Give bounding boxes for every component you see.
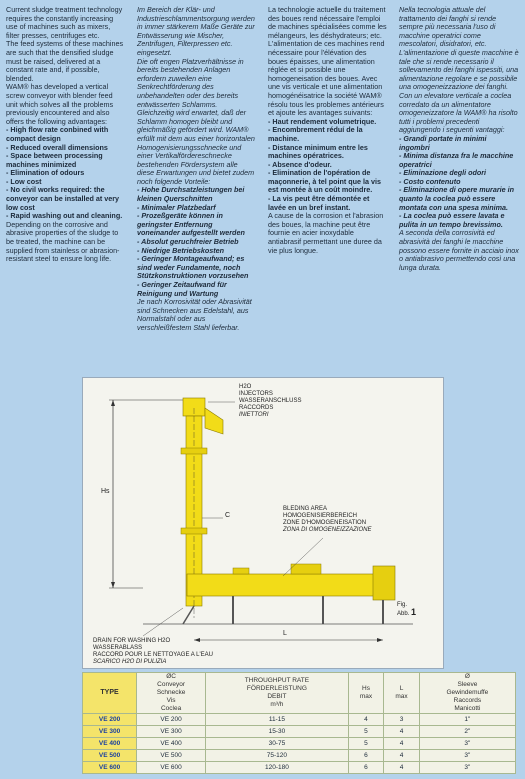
- list-item: - Space between processing machines minimized: [6, 151, 103, 169]
- column-header-throughput: THROUGHPUT RATE FÖRDERLEISTUNG DEBIT m³/h: [206, 673, 349, 714]
- drain-label: DRAIN FOR WASHING H2O WASSERABLASS RACCORD POUR LE NETTOYAGE A L'EAU SCARICO H2O DI PULIZIA: [93, 638, 213, 665]
- cell-conveyor: VE 300: [137, 726, 206, 738]
- vertical-screw-conveyor-illustration: [83, 378, 443, 668]
- cell-conveyor: VE 500: [137, 750, 206, 762]
- table-row: [83, 750, 516, 762]
- list-item: - Grandi portate in minimi ingombri: [399, 133, 487, 152]
- en-advantages-list: [6, 126, 124, 221]
- cell-hs: 4: [348, 714, 384, 726]
- de-paragraph: Im Bereich der Klär- und Industrieschlammentsorgung werden in immer stärkerem Maße Geräte zur Entwässerung wie Mischer, Zentrifugen, Filterpressen etc. eingesetzt.: [137, 5, 255, 57]
- fr-paragraph: L'alimentation de ces machines rend nécessaire pour l'élévation des boues épaisses, une alimentation réglée et si possible une homogeneisation des boues. Avec une vis verticale et une alimentation homogénéisatrice la société WAM® résolu tous les problemes antérieurs et ajoute les avantages suivants:: [268, 39, 385, 118]
- en-paragraph: Depending on the corrosive and abrasive properties of the sludge to be treated, the machine can be supplied from stainless or abrasion-resistant steel to ensure long life.: [6, 219, 120, 264]
- figure-label: Fig. Abb. 1: [397, 602, 417, 617]
- list-item: - Eliminazione di opere murarie in quanto la coclea può essere montata con una spesa minima.: [399, 185, 515, 212]
- fr-advantages-list: [268, 118, 388, 213]
- column-german: [137, 6, 255, 333]
- table-row: [83, 738, 516, 750]
- cell-sleeve: 3": [419, 750, 515, 762]
- list-item: - Niedrige Betriebskosten: [137, 245, 225, 255]
- cell-l: 4: [384, 738, 420, 750]
- cell-type: VE 300: [83, 726, 137, 738]
- list-item: - Hohe Durchsatzleistungen bei kleinen Querschnitten: [137, 185, 245, 204]
- cell-hs: 6: [348, 762, 384, 774]
- cell-type: VE 500: [83, 750, 137, 762]
- column-english: [6, 6, 124, 264]
- column-italian: [399, 6, 519, 272]
- fr-paragraph: A cause de la corrosion et l'abrasion des boues, la machine peut être fournie en acier inoxydable antiabrasif permettant une duree da vie plus longue.: [268, 211, 384, 255]
- table-row: [83, 726, 516, 738]
- cell-l: 3: [384, 714, 420, 726]
- cell-hs: 5: [348, 738, 384, 750]
- de-paragraph: Je nach Korrosivität oder Abrasivität sind Schnecken aus Edelstahl, aus Normalstahl oder aus verschleißfestem Stahl lieferbar.: [137, 297, 252, 332]
- bleding-area-label: BLEDING AREA HOMOGENISIERBEREICH ZONE D'HOMOGENEISATION ZONA DI OMOGENEIZZAZIONE: [283, 506, 372, 533]
- cell-throughput: 11-15: [206, 714, 349, 726]
- cell-hs: 5: [348, 726, 384, 738]
- specification-table: [82, 672, 516, 774]
- hs-dimension-label: Hs: [101, 488, 110, 495]
- cell-l: 4: [384, 762, 420, 774]
- list-item: - Geringer Zeitaufwand für Reinigung und Wartung: [137, 280, 227, 298]
- cell-throughput: 120-180: [206, 762, 349, 774]
- list-item: - Haut rendement volumetrique.: [268, 116, 377, 126]
- injectors-label: H2O INJECTORS WASSERANSCHLUSS RACCORDS INIETTORI: [239, 384, 302, 418]
- list-item: - Costo contenuto: [399, 176, 461, 186]
- cell-conveyor: VE 400: [137, 738, 206, 750]
- table-row: [83, 714, 516, 726]
- de-advantages-list: [137, 186, 255, 298]
- list-item: - Rapid washing out and cleaning.: [6, 211, 123, 221]
- list-item: - Elimination de l'opération de maçonnerie, à tel point que la vis est montée à un coût moindre.: [268, 168, 382, 195]
- table-header-row: [83, 673, 516, 714]
- cell-sleeve: 3": [419, 738, 515, 750]
- list-item: - La coclea può essere lavata e pulita in un tempo brevissimo.: [399, 211, 505, 229]
- list-item: - Reduced overall dimensions: [6, 142, 108, 152]
- cell-type: VE 400: [83, 738, 137, 750]
- cell-l: 4: [384, 750, 420, 762]
- en-paragraph: The feed systems of these machines are such that the densified sludge must be raised, delivered at a constant rate and, if possible, blended.: [6, 39, 124, 83]
- list-item: - Minimaler Platzbedarf: [137, 202, 216, 212]
- list-item: - High flow rate conbined with compact design: [6, 125, 109, 143]
- column-header-sleeve: Ø Sleeve Gewindemuffe Raccords Manicotti: [419, 673, 515, 714]
- it-paragraph: Con un elevatore verticale a coclea corredato da un alimentatore omogeneizzatore la WAM® ha risolto tutti i problemi precedenti aggiungendo i seguenti vantaggi:: [399, 90, 518, 135]
- column-header-conveyor: ØC Conveyor Schnecke Vis Coclea: [137, 673, 206, 714]
- column-header-l: L max: [384, 673, 420, 714]
- en-paragraph: WAM® has developed a vertical screw conveyor with blender feed unit which solves all the problems previously encountered and also offers the following advantages:: [6, 82, 114, 126]
- it-advantages-list: [399, 135, 519, 230]
- cell-throughput: 15-30: [206, 726, 349, 738]
- cell-type: VE 600: [83, 762, 137, 774]
- cell-conveyor: VE 200: [137, 714, 206, 726]
- machine-drawing: [82, 377, 444, 669]
- list-item: - La vis peut être démontée et lavée en un bref instant.: [268, 194, 370, 212]
- fr-paragraph: La technologie actuelle du traitement des boues rend nécessaire l'emploi de machines spécialisées comme les mélangeurs, les déshydrateurs; etc.: [268, 5, 387, 40]
- en-paragraph: Current sludge treatment technology requires the constantly increasing use of machines such as mixers, filter presses, centrifuges etc.: [6, 5, 123, 40]
- list-item: - Prozeßgeräte können in geringster Entfernung voneinander aufgestellt werden: [137, 211, 245, 238]
- column-french: [268, 6, 388, 255]
- it-paragraph: A seconda della corrosività ed abrasività dei fanghi le macchine possono essere fornite in acciaio inox o antiabrasivo permettendo così una lunga durata.: [399, 228, 519, 272]
- c-dimension-label: C: [225, 512, 231, 519]
- l-dimension-label: L: [283, 630, 287, 637]
- list-item: - Low cost: [6, 176, 42, 186]
- cell-conveyor: VE 600: [137, 762, 206, 774]
- cell-sleeve: 1": [419, 714, 515, 726]
- list-item: - Distance minimum entre les machines opératrices.: [268, 142, 368, 161]
- list-item: - Encombrement réduí de la machine.: [268, 125, 363, 143]
- list-item: - Elimination of odours: [6, 168, 85, 178]
- table-row: [83, 762, 516, 774]
- list-item: - Geringer Montageaufwand; es sind weder Fundamente, noch Stützkonstruktionen vorzusehen: [137, 254, 249, 281]
- list-item: - Absolut geruchfreier Betrieb: [137, 237, 239, 247]
- cell-throughput: 30-75: [206, 738, 349, 750]
- cell-sleeve: 2": [419, 726, 515, 738]
- column-header-hs: Hs max: [348, 673, 384, 714]
- cell-sleeve: 3": [419, 762, 515, 774]
- list-item: - Minima distanza fra le macchine operatrici: [399, 151, 514, 169]
- de-paragraph: Die oft engen Platzverhältnisse in bereits bestehenden Anlagen erfordern zuweilen eine Senkrechtförderung des unbehandelten oder des bereits entwässerten Schlamms.: [137, 56, 244, 109]
- cell-type: VE 200: [83, 714, 137, 726]
- column-header-type: TYPE: [83, 673, 137, 714]
- list-item: - Eliminazione degli odori: [399, 168, 487, 178]
- it-paragraph: Nella tecnologia attuale del trattamento dei fanghi si rende sempre più necessaria l'uso di macchine operatrici come mescolatori, disidratori, etc. L'alimentazione di queste macchine è tale che si rende necessario il sollevamento dei fanghi ispessiti, una alimentazione regolare e se possibile una omogeneizzazione dei fanghi.: [399, 5, 519, 92]
- cell-throughput: 75-120: [206, 750, 349, 762]
- list-item: - No civil works required: the conveyor can be installed at very low cost: [6, 185, 120, 212]
- cell-l: 4: [384, 726, 420, 738]
- cell-hs: 6: [348, 750, 384, 762]
- list-item: - Absence d'odeur.: [268, 159, 332, 169]
- de-paragraph: Gleichzeitig wird erwartet, daß der Schlamm homogen bleibt und gleichmäßig gefördert wird. WAM® erfüllt mit dem aus einer horizontalen Homogenisierungsschnecke und einer Vertikalfördereschnecke bestehenden Fördersystem alle diese Erwartungen und bietet zudem noch folgende Vorteile:: [137, 108, 255, 186]
